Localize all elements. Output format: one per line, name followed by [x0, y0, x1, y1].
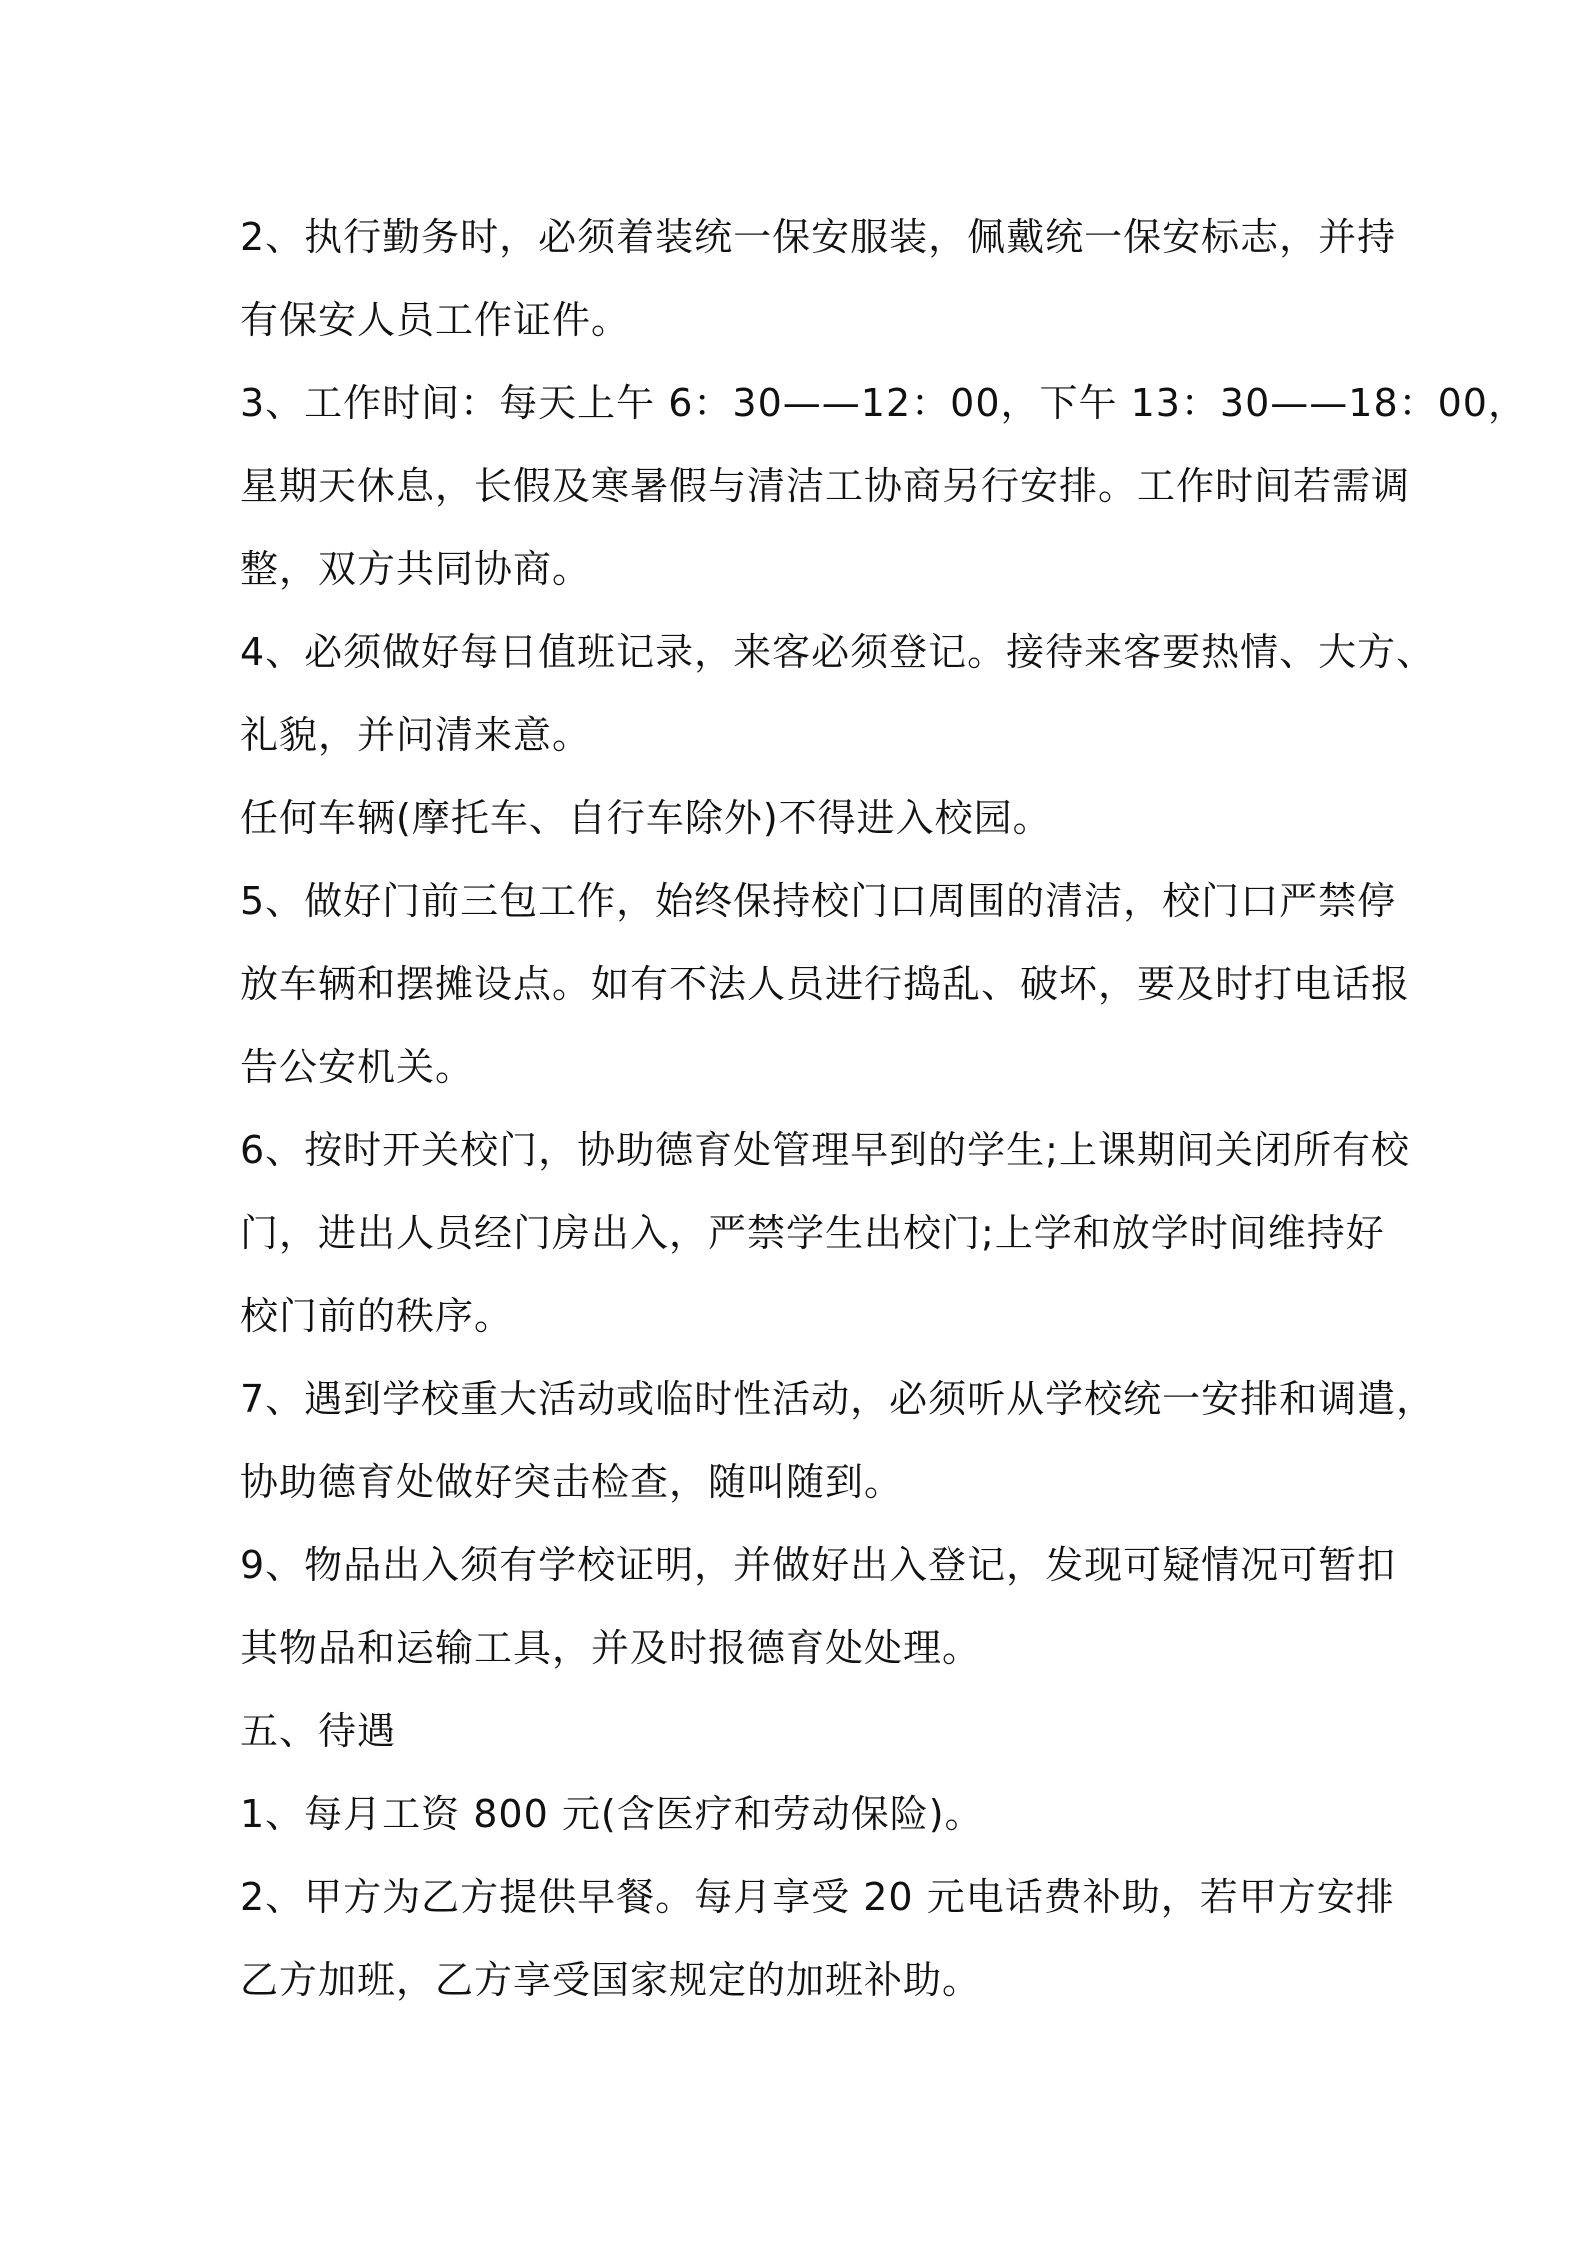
text-line: 礼貌，并问清来意。 [240, 713, 592, 757]
text-line: 2、执行勤务时，必须着装统一保安服装，佩戴统一保安标志，并持 [240, 215, 1397, 259]
text-line: 整，双方共同协商。 [240, 547, 592, 591]
text-line: 5、做好门前三包工作，始终保持校门口周围的清洁，校门口严禁停 [240, 879, 1397, 923]
text-line: 门，进出人员经门房出入，严禁学生出校门;上学和放学时间维持好 [240, 1211, 1385, 1255]
text-line: 9、物品出入须有学校证明，并做好出入登记，发现可疑情况可暂扣 [240, 1543, 1397, 1587]
document-body [240, 196, 1527, 2022]
text-line: 其物品和运输工具，并及时报德育处处理。 [240, 1626, 982, 1670]
text-line: 告公安机关。 [240, 1045, 475, 1089]
text-line: 协助德育处做好突击检查，随叫随到。 [240, 1460, 904, 1504]
text-line: 6、按时开关校门，协助德育处管理早到的学生;上课期间关闭所有校 [240, 1128, 1410, 1172]
text-line: 4、必须做好每日值班记录，来客必须登记。接待来客要热情、大方、 [240, 630, 1436, 674]
text-line: 1、每月工资 800 元(含医疗和劳动保险)。 [240, 1792, 984, 1836]
text-line: 乙方加班，乙方享受国家规定的加班补助。 [240, 1958, 982, 2002]
text-line: 2、甲方为乙方提供早餐。每月享受 20 元电话费补助，若甲方安排 [240, 1875, 1395, 1919]
text-line: 3、工作时间：每天上午 6：30——12：00，下午 13：30——18：00， [240, 381, 1527, 425]
text-line: 7、遇到学校重大活动或临时性活动，必须听从学校统一安排和调遣， [240, 1377, 1436, 1421]
text-line: 校门前的秩序。 [240, 1294, 514, 1338]
section-heading: 五、待遇 [240, 1709, 397, 1753]
text-line: 任何车辆(摩托车、自行车除外)不得进入校园。 [240, 796, 1052, 840]
text-line: 放车辆和摆摊设点。如有不法人员进行捣乱、破坏，要及时打电话报 [240, 962, 1411, 1006]
text-line: 星期天休息，长假及寒暑假与清洁工协商另行安排。工作时间若需调 [240, 464, 1411, 508]
text-line: 有保安人员工作证件。 [240, 298, 631, 342]
